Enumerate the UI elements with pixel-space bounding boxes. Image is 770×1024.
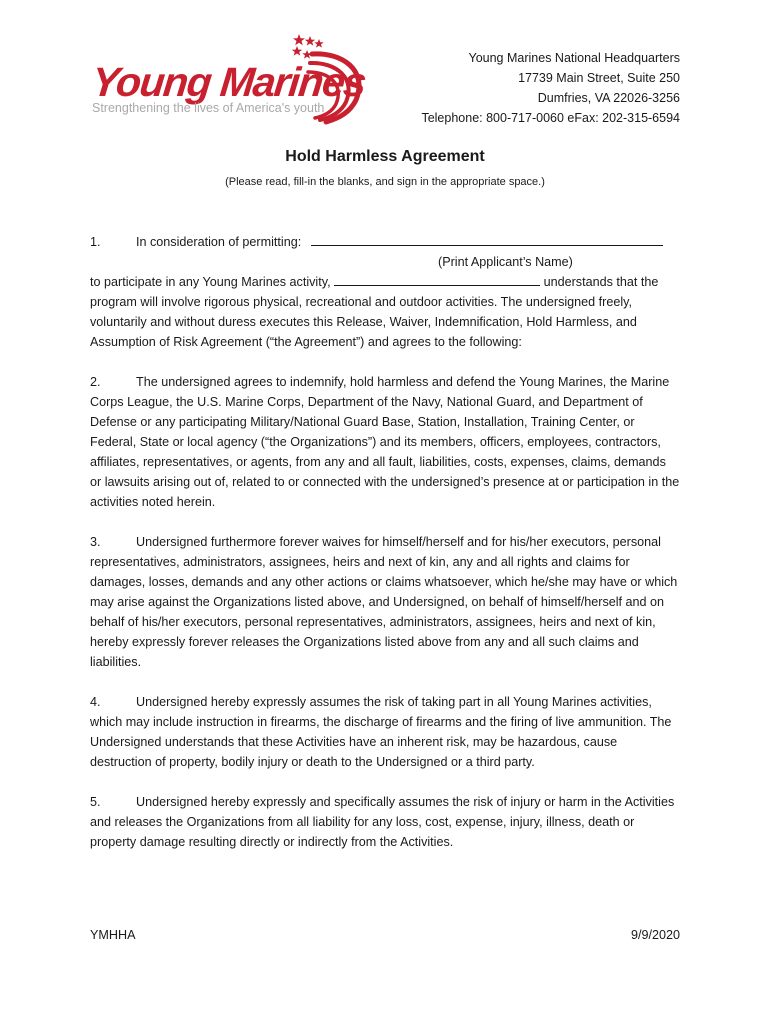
applicant-name-caption: (Print Applicant’s Name) bbox=[438, 255, 573, 269]
document-subtitle: (Please read, fill-in the blanks, and sign in the appropriate space.) bbox=[225, 176, 545, 188]
paragraph-1-continuation-before: to participate in any Young Marines activity, bbox=[90, 275, 331, 289]
paragraph-1-body bbox=[90, 272, 680, 352]
form-code: YMHHA bbox=[90, 928, 136, 942]
paragraph-number: 4. bbox=[90, 695, 101, 709]
agreement-body bbox=[90, 232, 680, 872]
paragraph-1-lead: In consideration of permitting: bbox=[136, 235, 302, 249]
form-date: 9/9/2020 bbox=[630, 928, 680, 942]
paragraph-5 bbox=[90, 792, 680, 852]
paragraph-2-text: The undersigned agrees to indemnify, hold harmless and defend the Young Marines, the Marine Corps League, the U.S. Marine Corps, Department of the Navy, National Guard, and Department of Defense or any participating Military/National Guard Base, Station, Installation, Training Center, or Federal, State or local agency (“the Organizations”) and its members, officers, employees, contractors, affiliates, representatives, or agents, from any and all fault, liabilities, costs, expenses, claims, demands or lawsuits arising out of, related to or connected with the undersigned’s presence at or participation in the activities noted herein. bbox=[90, 375, 680, 509]
hq-address bbox=[421, 48, 680, 128]
paragraph-4 bbox=[90, 692, 680, 772]
address-line: Telephone: 800-717-0060 eFax: 202-315-6594 bbox=[421, 111, 680, 125]
document-title: Hold Harmless Agreement bbox=[285, 148, 485, 165]
address-line: Dumfries, VA 22026-3256 bbox=[537, 91, 680, 105]
address-line: 17739 Main Street, Suite 250 bbox=[518, 71, 680, 85]
logo-tagline: Strengthening the lives of America's youth bbox=[92, 101, 325, 115]
paragraph-1-lead-line bbox=[90, 232, 680, 252]
paragraph-number: 2. bbox=[90, 375, 101, 389]
paragraph-1-continuation-after: understands that the program will involve rigorous physical, recreational and outdoor activities. The undersigned freely, voluntarily and without duress executes this Release, Waiver, Indemnification, Hold Harmless, and Assumption of Risk Agreement (“the Agreement”) and agrees to the following: bbox=[90, 275, 659, 349]
paragraph-1 bbox=[90, 232, 680, 352]
logo-wordmark: Young Marines bbox=[89, 59, 368, 105]
young-marines-logo bbox=[86, 30, 386, 125]
participant-name-field[interactable] bbox=[334, 273, 540, 286]
paragraph-2 bbox=[90, 372, 680, 512]
applicant-name-field[interactable] bbox=[311, 233, 663, 246]
page-footer bbox=[90, 928, 680, 942]
address-line: Young Marines National Headquarters bbox=[468, 51, 680, 65]
paragraph-4-text: Undersigned hereby expressly assumes the risk of taking part in all Young Marines activities, which may include instruction in firearms, the discharge of firearms and the firing of live ammunition. The Undersigned understands that these Activities have an inherent risk, may be hazardous, cause destruction of property, bodily injury or death to the Undersigned or a third party. bbox=[90, 695, 672, 769]
paragraph-3 bbox=[90, 532, 680, 672]
paragraph-number: 5. bbox=[90, 795, 101, 809]
paragraph-number: 1. bbox=[90, 235, 101, 249]
paragraph-number: 3. bbox=[90, 535, 101, 549]
paragraph-3-text: Undersigned furthermore forever waives for himself/herself and for his/her executors, personal representatives, administrators, assignees, heirs and next of kin, any and all rights and claims for damages, losses, demands and any other actions or claims whatsoever, which he/she may have or which may arise against the Organizations listed above, and Undersigned, on behalf of himself/herself and on behalf of his/her executors, personal representatives, administrators, assignees, heirs and next of kin, hereby expressly forever releases the Organizations listed above from any and all such claims and liabilities. bbox=[90, 535, 678, 669]
paragraph-5-text: Undersigned hereby expressly and specifically assumes the risk of injury or harm in the Activities and releases the Organizations from all liability for any loss, cost, expense, injury, illness, death or property damage resulting directly or indirectly from the Activities. bbox=[90, 795, 675, 849]
